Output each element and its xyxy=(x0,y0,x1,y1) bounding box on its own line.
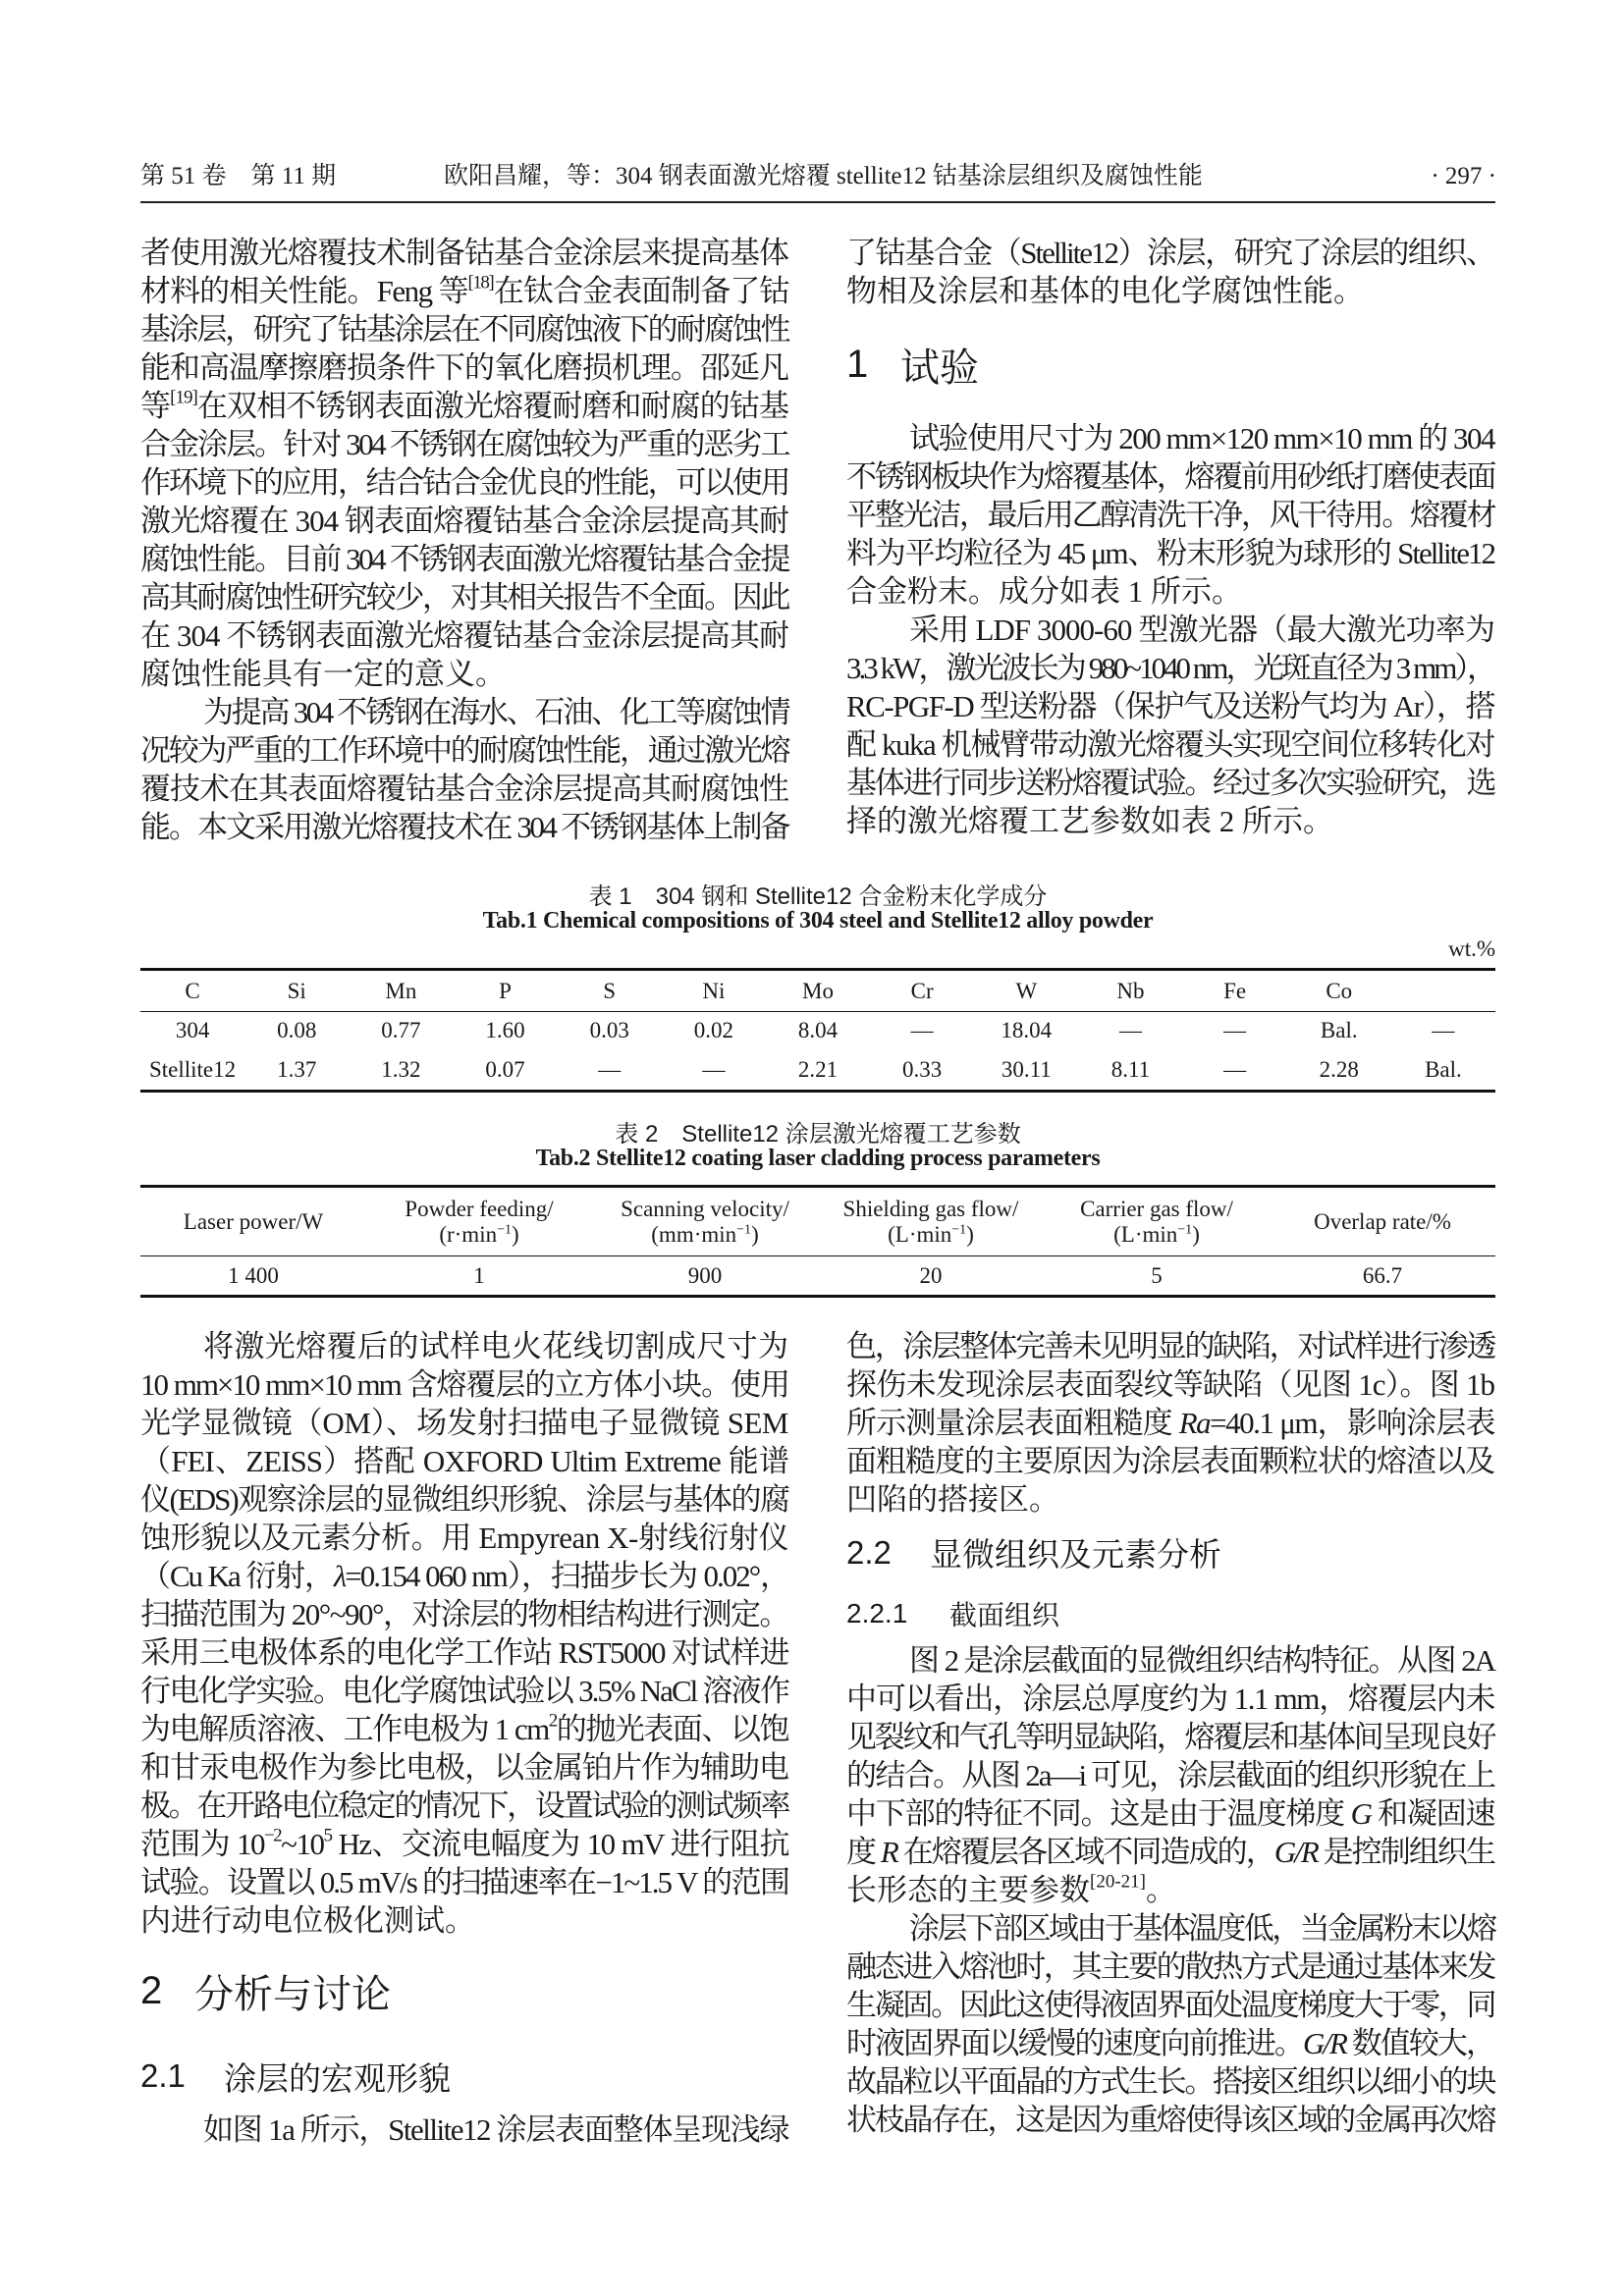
text-span: 所示测量涂层表面粗糙度 xyxy=(846,1406,1179,1440)
text-line: 融态进入熔池时，其主要的散热方式是通过基体来发 xyxy=(846,1949,1494,1984)
table-rule xyxy=(140,1185,1495,1188)
text-line: 中可以看出，涂层总厚度约为 1.1 mm，熔覆层内未 xyxy=(846,1682,1494,1716)
text-span: 时液固界面以缓慢的速度向前推进。 xyxy=(846,2026,1303,2060)
table-cell: 0.08 xyxy=(277,1018,317,1042)
text-line xyxy=(846,2024,1494,2062)
text-span: 在双相不锈钢表面激光熔覆耐磨和耐腐的钴基 xyxy=(196,389,789,423)
citation-superscript: −2 xyxy=(263,1825,282,1846)
text-line: 试验使用尺寸为 200 mm×120 mm×10 mm 的 304 xyxy=(909,421,1494,455)
header-line: Laser power/W xyxy=(183,1209,324,1234)
text-line: 者使用激光熔覆技术制备钴基合金涂层来提高基体 xyxy=(140,236,788,270)
table-cell: 20 xyxy=(919,1263,943,1288)
column-header: Si xyxy=(287,979,306,1003)
table-rule xyxy=(140,1090,1495,1093)
text-span: 长形态的主要参数 xyxy=(846,1873,1090,1907)
table-rule xyxy=(140,1255,1495,1256)
text-span: 。 xyxy=(1145,1873,1176,1907)
column-header: S xyxy=(603,979,617,1003)
text-span: =40.1 μm，影响涂层表 xyxy=(1210,1406,1494,1440)
text-span: =0.154 060 nm），扫描步长为 0.02°， xyxy=(345,1559,788,1593)
section-heading xyxy=(846,310,1494,419)
text-line: 采用 LDF 3000-60 型激光器（最大激光功率为 xyxy=(909,613,1494,647)
column-header: W xyxy=(1015,979,1038,1003)
header-unit xyxy=(366,1222,592,1248)
text-line: 在 304 不锈钢表面激光熔覆钴基合金涂层提高其耐 xyxy=(140,618,788,653)
text-span: （Cu Ka 衍射， xyxy=(140,1559,334,1593)
paragraph xyxy=(140,693,788,846)
text-line: 试验。设置以 0.5 mV/s 的扫描速率在−1~1.5 V 的范围 xyxy=(140,1865,788,1899)
text-line xyxy=(140,1825,788,1863)
text-line: 为提高 304 不锈钢在海水、石油、化工等腐蚀情 xyxy=(203,695,788,729)
text-span: G xyxy=(1350,1796,1372,1831)
column-header: Cr xyxy=(910,979,934,1003)
table-cell: 304 xyxy=(175,1018,210,1042)
table-rule xyxy=(140,1011,1495,1012)
column-header xyxy=(592,1197,818,1248)
unit-text: ) xyxy=(1192,1222,1200,1247)
text-line xyxy=(846,1404,1494,1442)
citation-superscript: 2 xyxy=(548,1710,557,1732)
text-line: 料为平均粒径为 45 μm、粉末形貌为球形的 Stellite12 xyxy=(846,536,1494,570)
table-cell: 900 xyxy=(687,1263,723,1288)
text-line: 不锈钢板块作为熔覆基体，熔覆前用砂纸打磨使表面 xyxy=(846,459,1494,494)
table-row xyxy=(140,1258,1495,1294)
text-line: 覆技术在其表面熔覆钴基合金涂层提高其耐腐蚀性 xyxy=(140,772,788,806)
citation-superscript: [19] xyxy=(170,387,197,408)
text-line xyxy=(846,1871,1494,1909)
right-column-bottom xyxy=(846,1327,1494,2139)
table-cell: Bal. xyxy=(1425,1057,1462,1082)
column-header: P xyxy=(499,979,512,1003)
text-span: 在钛合金表面制备了钴 xyxy=(493,274,788,308)
table-cell: — xyxy=(598,1057,622,1082)
table-rule xyxy=(140,1295,1495,1298)
paragraph xyxy=(140,2110,788,2149)
text-line: 凹陷的搭接区。 xyxy=(846,1482,1059,1517)
text-line: 内进行动电位极化测试。 xyxy=(140,1903,475,1938)
unit-text: ) xyxy=(512,1222,519,1247)
paragraph xyxy=(846,1641,1494,1909)
text-span: 和凝固速 xyxy=(1371,1796,1495,1831)
header-unit xyxy=(1044,1222,1270,1248)
text-span: 的抛光表面、以饱 xyxy=(556,1712,789,1746)
text-line: 基涂层，研究了钴基涂层在不同腐蚀液下的耐腐蚀性 xyxy=(140,312,788,347)
text-line: 光学显微镜（OM）、场发射扫描电子显微镜 SEM xyxy=(140,1406,788,1440)
heading-text: 分析与讨论 xyxy=(194,1972,391,2016)
table-cell: — xyxy=(1432,1018,1455,1042)
text-line: 腐蚀性能具有一定的意义。 xyxy=(140,657,506,691)
header-line: Scanning velocity/ xyxy=(621,1197,789,1221)
text-span: λ xyxy=(333,1559,346,1593)
text-line: 和甘汞电极作为参比电极，以金属铂片作为辅助电 xyxy=(140,1750,788,1785)
column-header xyxy=(140,1209,366,1235)
table-cell: 0.02 xyxy=(693,1018,733,1042)
text-line: 见裂纹和气孔等明显缺陷，熔覆层和基体间呈现良好 xyxy=(846,1720,1494,1754)
text-line xyxy=(846,1833,1494,1871)
text-line xyxy=(140,387,788,425)
table-cell: 5 xyxy=(1151,1263,1163,1288)
unit-exponent: −1 xyxy=(736,1222,752,1238)
text-span: 范围为 10 xyxy=(140,1827,264,1861)
table-cell: 8.04 xyxy=(797,1018,839,1042)
text-line: 10 mm×10 mm×10 mm 含熔覆层的立方体小块。使用 xyxy=(140,1367,788,1402)
unit-text: ) xyxy=(966,1222,974,1247)
text-line: 合金涂层。针对 304 不锈钢在腐蚀较为严重的恶劣工 xyxy=(140,427,788,461)
text-line: 如图 1a 所示，Stellite12 涂层表面整体呈现浅绿 xyxy=(203,2112,788,2147)
table-row xyxy=(140,1052,1495,1088)
text-line xyxy=(140,1710,788,1748)
text-span: ~10 xyxy=(281,1827,324,1861)
heading-number: 2.2.1 xyxy=(846,1598,908,1629)
text-line: 色，涂层整体完善未见明显的缺陷，对试样进行渗透 xyxy=(846,1329,1494,1363)
table-row xyxy=(140,1013,1495,1048)
table-cell: Stellite12 xyxy=(148,1057,237,1082)
left-column-bottom xyxy=(140,1327,788,2149)
table-cell: 0.07 xyxy=(485,1057,525,1082)
paragraph xyxy=(846,1909,1494,2139)
table-1-title-cn: 表 1 304 钢和 Stellite12 合金粉末化学成分 xyxy=(588,883,1048,910)
table-cell: Bal. xyxy=(1320,1018,1358,1042)
text-span: G/R xyxy=(1273,1835,1318,1869)
text-line: （FEI、ZEISS）搭配 OXFORD Ultim Extreme 能谱 xyxy=(140,1444,788,1478)
header-line: Carrier gas flow/ xyxy=(1080,1197,1233,1221)
column-header: Ni xyxy=(702,979,726,1003)
text-span: 为电解质溶液、工作电极为 1 cm xyxy=(140,1712,549,1746)
header-line: Powder feeding/ xyxy=(405,1197,554,1221)
section-heading xyxy=(140,1940,788,2042)
text-line: 能。本文采用激光熔覆技术在 304 不锈钢基体上制备 xyxy=(140,810,788,844)
paragraph xyxy=(846,419,1494,611)
header-line: Shielding gas flow/ xyxy=(842,1197,1019,1221)
column-header xyxy=(366,1197,592,1248)
column-header: Mo xyxy=(802,979,834,1003)
text-line: 极。在开路电位稳定的情况下，设置试验的测试频率 xyxy=(140,1789,788,1823)
table-cell: 30.11 xyxy=(1001,1057,1052,1082)
table-cell: 1.37 xyxy=(277,1057,317,1082)
text-line: 了钴基合金（Stellite12）涂层，研究了涂层的组织、 xyxy=(846,236,1494,270)
heading-text: 截面组织 xyxy=(949,1600,1060,1630)
right-column-top xyxy=(846,234,1494,840)
table-cell: 66.7 xyxy=(1362,1263,1403,1288)
table-cell: — xyxy=(1223,1057,1247,1082)
table-cell: 1.60 xyxy=(485,1018,525,1042)
heading-text: 显微组织及元素分析 xyxy=(930,1536,1221,1573)
text-span: 等 xyxy=(140,389,171,423)
table-cell: 18.04 xyxy=(1001,1018,1053,1042)
unit-exponent: −1 xyxy=(951,1222,967,1238)
table-1-unit: wt.% xyxy=(1448,936,1495,961)
paragraph xyxy=(846,611,1494,840)
header-divider xyxy=(140,201,1495,203)
table-cell: — xyxy=(702,1057,726,1082)
paragraph xyxy=(846,234,1494,310)
table-cell: 2.21 xyxy=(797,1057,839,1082)
subsection-heading xyxy=(140,2042,788,2110)
unit-text: (r·min xyxy=(439,1222,498,1247)
text-line: 平整光洁，最后用乙醇清洗干净，风干待用。熔覆材 xyxy=(846,498,1494,532)
table-cell: — xyxy=(1223,1018,1247,1042)
subsection-heading xyxy=(846,1519,1494,1586)
text-line: 合金粉末。成分如表 1 所示。 xyxy=(846,574,1242,609)
left-column-top xyxy=(140,234,788,846)
text-line: 仪(EDS)观察涂层的显微组织形貌、涂层与基体的腐 xyxy=(140,1482,788,1517)
table-cell: 0.33 xyxy=(902,1057,943,1082)
column-header: Fe xyxy=(1223,979,1247,1003)
text-line: 面粗糙度的主要原因为涂层表面颗粒状的熔渣以及 xyxy=(846,1444,1494,1478)
column-header xyxy=(1044,1197,1270,1248)
table-cell: 0.03 xyxy=(589,1018,629,1042)
text-line: 能和高温摩擦磨损条件下的氧化磨损机理。邵延凡 xyxy=(140,350,788,385)
text-line: 作环境下的应用，结合钴合金优良的性能，可以使用 xyxy=(140,465,788,500)
text-line: 故晶粒以平面晶的方式生长。搭接区组织以细小的块 xyxy=(846,2064,1494,2099)
table-cell: 2.28 xyxy=(1319,1057,1359,1082)
column-header: Co xyxy=(1326,979,1353,1003)
text-line: 状枝晶存在，这是因为重熔使得该区域的金属再次熔 xyxy=(846,2103,1494,2137)
table-cell: — xyxy=(910,1018,934,1042)
paragraph xyxy=(140,234,788,693)
header-line: Overlap rate/% xyxy=(1314,1209,1451,1234)
column-header xyxy=(1270,1209,1495,1235)
citation-superscript: 5 xyxy=(323,1825,332,1846)
heading-number: 2.2 xyxy=(846,1533,892,1571)
table-rule xyxy=(140,968,1495,971)
unit-exponent: −1 xyxy=(1177,1222,1193,1238)
header-unit xyxy=(592,1222,818,1248)
table-1-title-en: Tab.1 Chemical compositions of 304 steel and Stellite12 alloy powder xyxy=(482,908,1154,934)
heading-number: 2 xyxy=(140,1968,163,2012)
column-header xyxy=(818,1197,1044,1248)
table-2-title-cn: 表 2 Stellite12 涂层激光熔覆工艺参数 xyxy=(615,1121,1021,1148)
journal-issue: 第 51 卷 第 11 期 xyxy=(140,163,337,189)
text-line: 的结合。从图 2a—i 可见，涂层截面的组织形貌在上 xyxy=(846,1758,1494,1792)
paragraph xyxy=(140,1327,788,1940)
text-line: 3.3 kW，激光波长为 980~1040 nm，光斑直径为 3 mm）， xyxy=(846,651,1494,685)
text-line xyxy=(846,1794,1494,1833)
column-header: Mn xyxy=(385,979,417,1003)
subsubsection-heading xyxy=(846,1586,1494,1641)
text-line: 探伤未发现涂层表面裂纹等缺陷（见图 1c）。图 1b xyxy=(846,1367,1494,1402)
citation-superscript: [18] xyxy=(467,272,494,294)
unit-text: (mm·min xyxy=(651,1222,737,1247)
table-cell: 1 xyxy=(473,1263,485,1288)
table-2-header-row xyxy=(140,1192,1495,1253)
text-line: 将激光熔覆后的试样电火花线切割成尺寸为 xyxy=(203,1329,788,1363)
page-number: · 297 · xyxy=(1431,163,1496,189)
text-line: 行电化学实验。电化学腐蚀试验以 3.5% NaCl 溶液作 xyxy=(140,1674,788,1708)
table-cell: 1 400 xyxy=(228,1263,279,1288)
citation-superscript: [20-21] xyxy=(1090,1871,1146,1893)
text-line: 图 2 是涂层截面的显微组织结构特征。从图 2A xyxy=(909,1643,1494,1678)
table-2-title-en: Tab.2 Stellite12 coating laser cladding process parameters xyxy=(535,1146,1101,1171)
text-line xyxy=(140,1557,788,1595)
text-line: 高其耐腐蚀性研究较少，对其相关报告不全面。因此 xyxy=(140,580,788,614)
table-cell: 0.77 xyxy=(381,1018,421,1042)
heading-number: 2.1 xyxy=(140,2057,186,2094)
heading-text: 试验 xyxy=(900,347,979,390)
heading-number: 1 xyxy=(846,343,869,386)
table-cell: 8.11 xyxy=(1110,1057,1151,1082)
text-line: 物相及涂层和基体的电化学腐蚀性能。 xyxy=(846,274,1364,308)
text-line: 配 kuka 机械臂带动激光熔覆头实现空间位移转化对 xyxy=(846,727,1494,762)
text-span: 是控制组织生 xyxy=(1317,1835,1495,1869)
text-span: Hz、交流电幅度为 10 mV 进行阻抗 xyxy=(331,1827,789,1861)
text-span: R xyxy=(880,1835,897,1869)
header-unit xyxy=(818,1222,1044,1248)
text-line: 腐蚀性能。目前 304 不锈钢表面激光熔覆钴基合金提 xyxy=(140,542,788,576)
column-header: Nb xyxy=(1116,979,1145,1003)
text-span: 中下部的特征不同。这是由于温度梯度 xyxy=(846,1796,1351,1831)
text-line: 择的激光熔覆工艺参数如表 2 所示。 xyxy=(846,804,1333,838)
text-span: Ra xyxy=(1178,1406,1211,1440)
text-line: 激光熔覆在 304 钢表面熔覆钴基合金涂层提高其耐 xyxy=(140,504,788,538)
unit-text: ) xyxy=(751,1222,759,1247)
text-line: 况较为严重的工作环境中的耐腐蚀性能，通过激光熔 xyxy=(140,733,788,768)
text-span: G/R xyxy=(1303,2026,1346,2060)
text-line: RC-PGF-D 型送粉器（保护气及送粉气均为 Ar），搭 xyxy=(846,689,1494,723)
text-span: 度 xyxy=(846,1835,881,1869)
text-span: 材料的相关性能。Feng 等 xyxy=(140,274,468,308)
text-span: 在熔覆层各区域不同造成的， xyxy=(896,1835,1274,1869)
column-header: C xyxy=(185,979,200,1003)
unit-text: (L·min xyxy=(1113,1222,1178,1247)
table-cell: — xyxy=(1118,1018,1142,1042)
text-span: 数值较大， xyxy=(1345,2026,1494,2060)
table-cell: 1.32 xyxy=(381,1057,421,1082)
running-title: 欧阳昌耀，等：304 钢表面激光熔覆 stellite12 钴基涂层组织及腐蚀性能 xyxy=(444,163,1203,189)
heading-text: 涂层的宏观形貌 xyxy=(224,2059,451,2097)
text-line: 蚀形貌以及元素分析。用 Empyrean X-射线衍射仪 xyxy=(140,1521,788,1555)
unit-text: (L·min xyxy=(888,1222,952,1247)
text-line: 采用三电极体系的电化学工作站 RST5000 对试样进 xyxy=(140,1635,788,1670)
unit-exponent: −1 xyxy=(497,1222,512,1238)
text-line xyxy=(140,272,788,310)
text-line: 扫描范围为 20°~90°，对涂层的物相结构进行测定。 xyxy=(140,1597,788,1631)
text-line: 基体进行同步送粉熔覆试验。经过多次实验研究，选 xyxy=(846,766,1494,800)
text-line: 涂层下部区域由于基体温度低，当金属粉末以熔 xyxy=(909,1911,1494,1946)
table-1-header-row xyxy=(140,974,1495,1009)
text-line: 生凝固。因此这使得液固界面处温度梯度大于零，同 xyxy=(846,1988,1494,2022)
paragraph xyxy=(846,1327,1494,1519)
